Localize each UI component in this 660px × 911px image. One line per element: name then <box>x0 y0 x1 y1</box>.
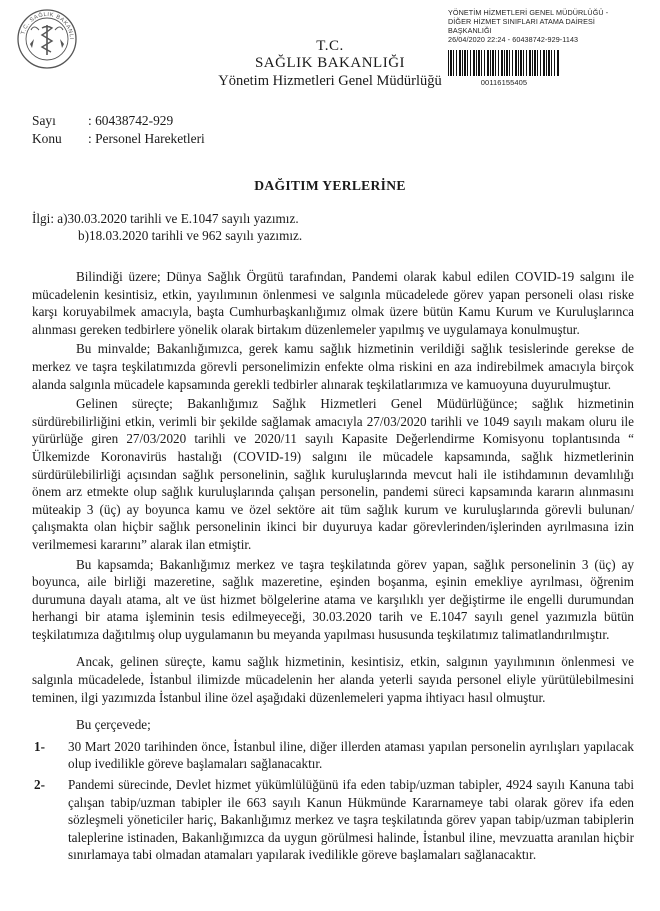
list-item-number: 2- <box>34 777 45 793</box>
ministry-name: SAĞLIK BAKANLIĞI <box>254 55 406 71</box>
list-item-number: 1- <box>34 738 45 754</box>
list-item <box>32 738 634 773</box>
numbered-list <box>32 738 634 864</box>
konu-value: : Personel Hareketleri <box>88 131 205 146</box>
document-meta <box>32 112 205 148</box>
sayi-row <box>32 112 205 130</box>
stamp-line: BAŞKANLIĞI <box>448 26 492 35</box>
konu-label: Konu <box>32 131 62 146</box>
list-item-text: 30 Mart 2020 tarihinden önce, İstanbul iline, diğer illerden ataması yapılan personelin ayrılışları yapılacak olup ivedilikle göreve başlamaları sağlanacaktır. <box>68 738 634 772</box>
directorate-name: Yönetim Hizmetleri Genel Müdürlüğü <box>218 73 442 89</box>
country-line: T.C. <box>316 38 344 54</box>
stamp-line: DİĞER HİZMET SINIFLARI ATAMA DAİRESİ <box>448 17 595 26</box>
body-paragraph: Bu kapsamda; Bakanlığımız merkez ve taşra teşkilatında görev yapan, sağlık personelinin 3 (üç) ay boyunca, aile birliği mazeretine, sağlık mazeretine, eşinden boşanma, eşinin emekliye ayrılması, öğrenim durumuna dayalı atama, alt ve üst hizmet bölgelerine atama ve karşılıklı yer değiştirme ile engelli durumundan herhangi bir atama işleminin tesis edilmeyeceği, 30.03.2020 tarih ve E.1047 sayılı genel yazımızla bütün teşkilatımıza dağıtılmış olup uygulamanın bu meyanda yapılması hususunda teşkilatımız talimatlandırılmıştır. <box>32 556 634 642</box>
stamp-line: 26/04/2020 22:24 - 60438742-929-1143 <box>448 35 579 44</box>
letterhead <box>150 38 510 90</box>
konu-row <box>32 130 205 148</box>
document-title: DAĞITIM YERLERİNE <box>254 178 406 193</box>
barcode-number: 00116155405 <box>480 78 528 87</box>
body-paragraph: Bu minvalde; Bakanlığımızca, gerek kamu sağlık hizmetinin verildiği sağlık tesislerinde gerekse de merkez ve taşra teşkilatımızda görevli personelimizin enfekte olma riskini en aza indirebilmek amacıyla birçok alanda salgınla mücadele kapsamında gerekli tedbirler alınarak teşkilatlarımıza ve kamuoyuna duyurulmuştur. <box>32 341 634 392</box>
reference-block <box>32 210 302 244</box>
svg-text:T.C. SAĞLIK BAKANLIĞI: T.C. SAĞLIK BAKANLI <box>20 11 75 40</box>
sayi-value: : 60438742-929 <box>88 113 174 128</box>
reference-line: İlgi: a)30.03.2020 tarihli ve E.1047 sayılı yazımız. <box>32 211 299 226</box>
list-item-text: Pandemi sürecinde, Devlet hizmet yükümlülüğünü ifa eden tabip/uzman tabipler, 4924 sayılı Kanuna tabi çalışan tabip/uzman tabipler ile 663 sayılı Kanun Hükmünde Kararnameye tabi olarak görev ifa eden sözleşmeli yöneticiler hariç, Bakanlığımız merkez ve taşra teşkilatında görev yapan tabip/uzman tabiplerin taleplerine istinaden, Bakanlığımızca da uygun görülmesi halinde, İstanbul iline, mevzuatta aranılan hiçbir sınırlamaya tabi olmadan atamaları yapılarak ivedilikle göreve başlamaları sağlanacaktır. <box>68 777 634 863</box>
body-paragraph: Bilindiği üzere; Dünya Sağlık Örgütü tarafından, Pandemi olarak kabul edilen COVID-19 salgını ile mücadelenin kesintisiz, etkin, yayılımının önlenmesi ve salgınla mücadelede görev yapan personeli olası riske karşı koruyabilmek amacıyla, başta Cumhurbaşkanlığımız olmak üzere bütün Kamu Kurum ve Kuruluşlarınca alınması gereken tedbirlere yönelik olarak birtakım düzenlemeler yapılmış ve uygulamaya konulmuştur. <box>32 269 634 337</box>
list-item <box>32 776 634 864</box>
ministry-seal-icon <box>16 8 78 70</box>
stamp-line: YÖNETİM HİZMETLERİ GENEL MÜDÜRLÜĞÜ - <box>448 8 609 17</box>
sayi-label: Sayı <box>32 113 56 128</box>
body-paragraph: Bu çerçevede; <box>76 717 151 733</box>
ministry-seal <box>16 8 78 70</box>
document-body <box>32 268 634 867</box>
body-paragraph: Ancak, gelinen süreçte, kamu sağlık hizmetinin, kesintisiz, etkin, salgının yayılımının önlenmesi ve salgınla mücadelede, İstanbul ilimizde mücadelenin her alanda yeterli sayıda personel eliyle yürütülebilmesini teminen, ilgi yazımızda İstanbul iline özel aşağıdaki düzenlemeleri yapma ihtiyacı hasıl olmuştur. <box>32 654 634 705</box>
reference-line: b)18.03.2020 tarihli ve 962 sayılı yazımız. <box>78 228 303 243</box>
body-paragraph: Gelinen süreçte; Bakanlığımız Sağlık Hizmetleri Genel Müdürlüğünce; sağlık hizmetinin sürdürebilirliğini etkin, verimli bir şekilde sağlamak amacıyla 27/03/2020 tarihli ve 1049 sayılı makam oluru ile yürürlüğe giren 27/03/2020 tarihli ve 2020/11 sayılı Kapasite Değerlendirme Komisyonu toplantısında “ Ülkemizde Koronavirüs hastalığı (COVID-19) salgını ile mücadele kapsamında, sağlık hizmetlerinin sürdürülebilirliği açısından sağlık personelinin, sağlık kuruluşlarında mevcut hali ile istihdamının devamlılığı önem arz etmekte olup sağlık kuruluşlarında çalışan personelin, pandemi süreci kapsamında kararın alınmasını müteakip 3 (üç) ay boyunca kamu ve özel sektöre ait tüm sağlık kurum ve kuruluşlarında görevli bulunan/çalışmakta olan hiçbir sağlık personelinin ikinci bir duyuruya kadar görevlerinden/işlerinden ayrılmasına izin verilmemesi kararını” alarak ilan etmiştir. <box>32 396 634 552</box>
